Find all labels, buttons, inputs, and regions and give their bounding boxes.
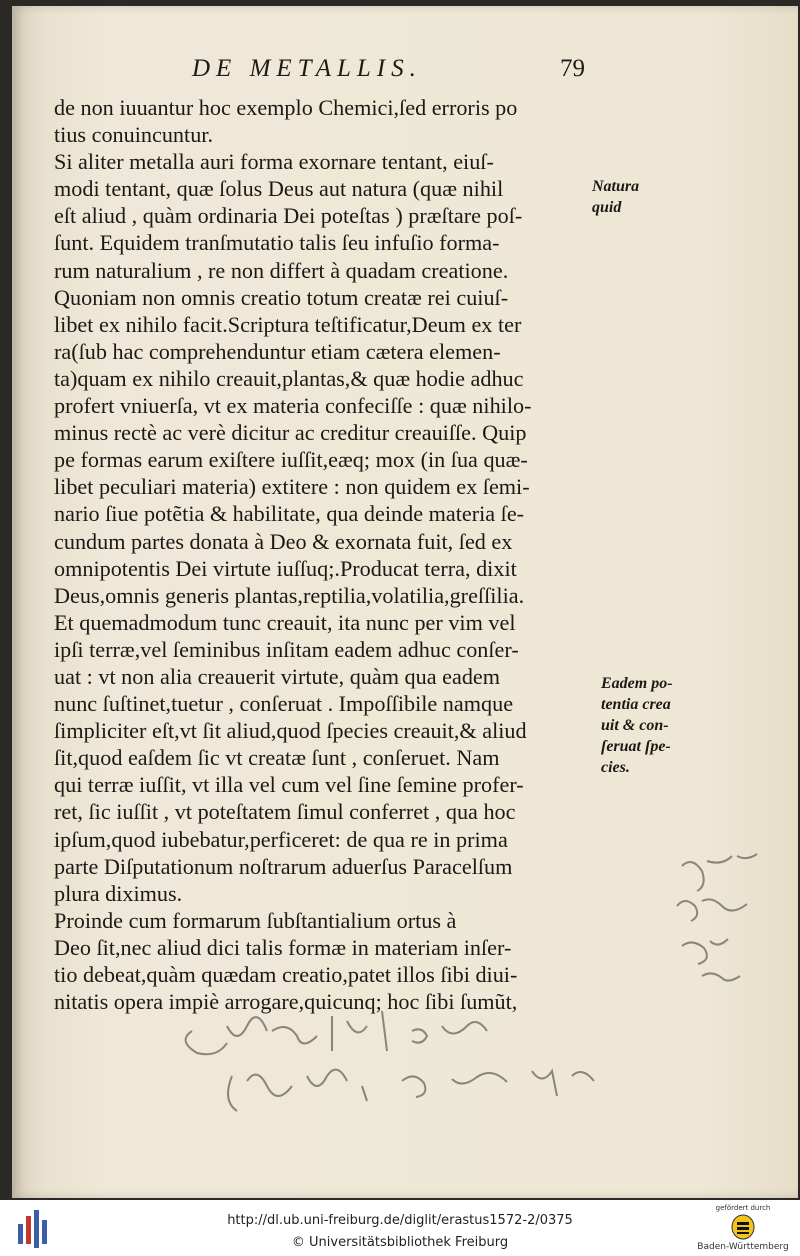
coat-of-arms-icon	[731, 1214, 755, 1240]
text-line: Proinde cum formarum ſubſtantialium ortus à	[54, 907, 457, 933]
document-url[interactable]: http://dl.ub.uni-freiburg.de/diglit/erastus1572-2/0375	[227, 1213, 573, 1228]
text-line: omnipotentis Dei virtute iuſſuq;.Producat terra, dixit	[54, 555, 517, 581]
text-line: nario ſiue potẽtia & habilitate, qua deinde materia ſe-	[54, 501, 525, 527]
text-line: tio debeat,quàm quædam creatio,patet illos ſibi diui-	[54, 962, 518, 987]
text-line: eſt aliud , quàm ordinaria Dei poteſtas ) præſtare poſ-	[54, 203, 523, 229]
book-page	[12, 6, 798, 1198]
margin-note-natura	[592, 176, 639, 218]
text-line: Quoniam non omnis creatio totum creatæ rei cuiuſ-	[54, 284, 509, 310]
text-line: profert vniuerſa, vt ex materia confeciſſe : quæ nihilo-	[54, 393, 532, 419]
text-line: ret, ſic iuſſit , vt poteſtatem ſimul conferret , qua hoc	[54, 799, 516, 825]
text-line: plura diximus.	[54, 880, 183, 906]
margin-note-line: cies.	[601, 759, 630, 776]
sponsor-name: Baden-Württemberg	[697, 1242, 789, 1252]
margin-note-line: ſeruat ſpe-	[601, 738, 671, 755]
text-line: cundum partes donata à Deo & exornata fuit, ſed ex	[54, 528, 513, 554]
text-line: modi tentant, quæ ſolus Deus aut natura (quæ nihil	[54, 176, 504, 202]
text-line: Deo ſit,nec aliud dici talis formæ in materiam inſer-	[54, 934, 512, 960]
text-line: ra(ſub hac comprehenduntur etiam cætera elemen-	[54, 338, 501, 364]
body-text	[54, 94, 614, 1015]
baden-wuerttemberg-logo	[690, 1202, 796, 1254]
sponsor-label: gefördert durch	[715, 1204, 771, 1212]
text-line: ſit,quod eaſdem ſic vt creatæ ſunt , conſeruet. Nam	[54, 745, 500, 771]
handwritten-marginalia-right	[662, 841, 792, 991]
margin-note-eadem-potentia	[601, 673, 673, 778]
text-line: libet peculiari materia) extitere : non quidem ex ſemi-	[54, 474, 530, 500]
text-line: Et quemadmodum tunc creauit, ita nunc per vim vel	[54, 609, 516, 635]
text-line: libet ex nihilo facit.Scriptura teſtificatur,Deum ex ter	[54, 311, 522, 337]
text-line: tius conuincuntur.	[54, 122, 213, 148]
text-line: pe formas earum exiſtere iuſſit,eæq; mox (in ſua quæ-	[54, 447, 528, 473]
margin-note-line: Natura	[592, 178, 640, 195]
margin-note-line: tentia crea	[601, 696, 671, 713]
text-line: ſunt. Equidem tranſmutatio talis ſeu infuſio forma-	[54, 230, 500, 256]
text-line: Si aliter metalla auri forma exornare tentant, eiuſ-	[54, 149, 494, 175]
text-line: ipſum,quod iubebatur,perficeret: de qua re in prima	[54, 826, 508, 852]
text-line: nitatis opera impiè arrogare,quicunq; hoc ſibi ſumũt,	[54, 989, 518, 1015]
page-header	[12, 55, 798, 89]
margin-note-line: Eadem po-	[601, 675, 673, 692]
running-title: DE METALLIS.	[192, 55, 422, 82]
text-line: Deus,omnis generis plantas,reptilia,volatilia,greſſilia.	[54, 582, 525, 608]
text-line: de non iuuantur hoc exemplo Chemici,ſed erroris po	[54, 95, 518, 120]
text-line: qui terræ iuſſit, vt illa vel cum vel ſine ſemine profer-	[54, 772, 524, 798]
text-line: nunc ſuſtinet,tuetur , conſeruat . Impoſſibile namque	[54, 691, 514, 717]
text-line: ſimpliciter eſt,vt ſit aliud,quod ſpecies creauit,& aliud	[54, 718, 527, 744]
page-number: 79	[560, 55, 585, 82]
text-line: ipſi terræ,vel ſeminibus inſitam eadem adhuc conſer-	[54, 636, 519, 662]
margin-note-line: quid	[592, 199, 622, 216]
text-line: minus rectè ac verè dicitur ac creditur creauiſſe. Quip	[54, 420, 527, 446]
text-line: parte Diſputationum noſtrarum aduerſus Paracelſum	[54, 853, 513, 879]
text-line: ta)quam ex nihilo creauit,plantas,& quæ hodie adhuc	[54, 365, 524, 391]
text-line: rum naturalium , re non differt à quadam creatione.	[54, 257, 509, 283]
footer-bar	[0, 1200, 800, 1256]
margin-note-line: uit & con-	[601, 717, 669, 734]
handwritten-annotation-bottom	[172, 1001, 672, 1121]
copyright-notice: © Universitätsbibliothek Freiburg	[291, 1235, 509, 1250]
text-line: uat : vt non alia creauerit virtute, quàm qua eadem	[54, 663, 501, 689]
